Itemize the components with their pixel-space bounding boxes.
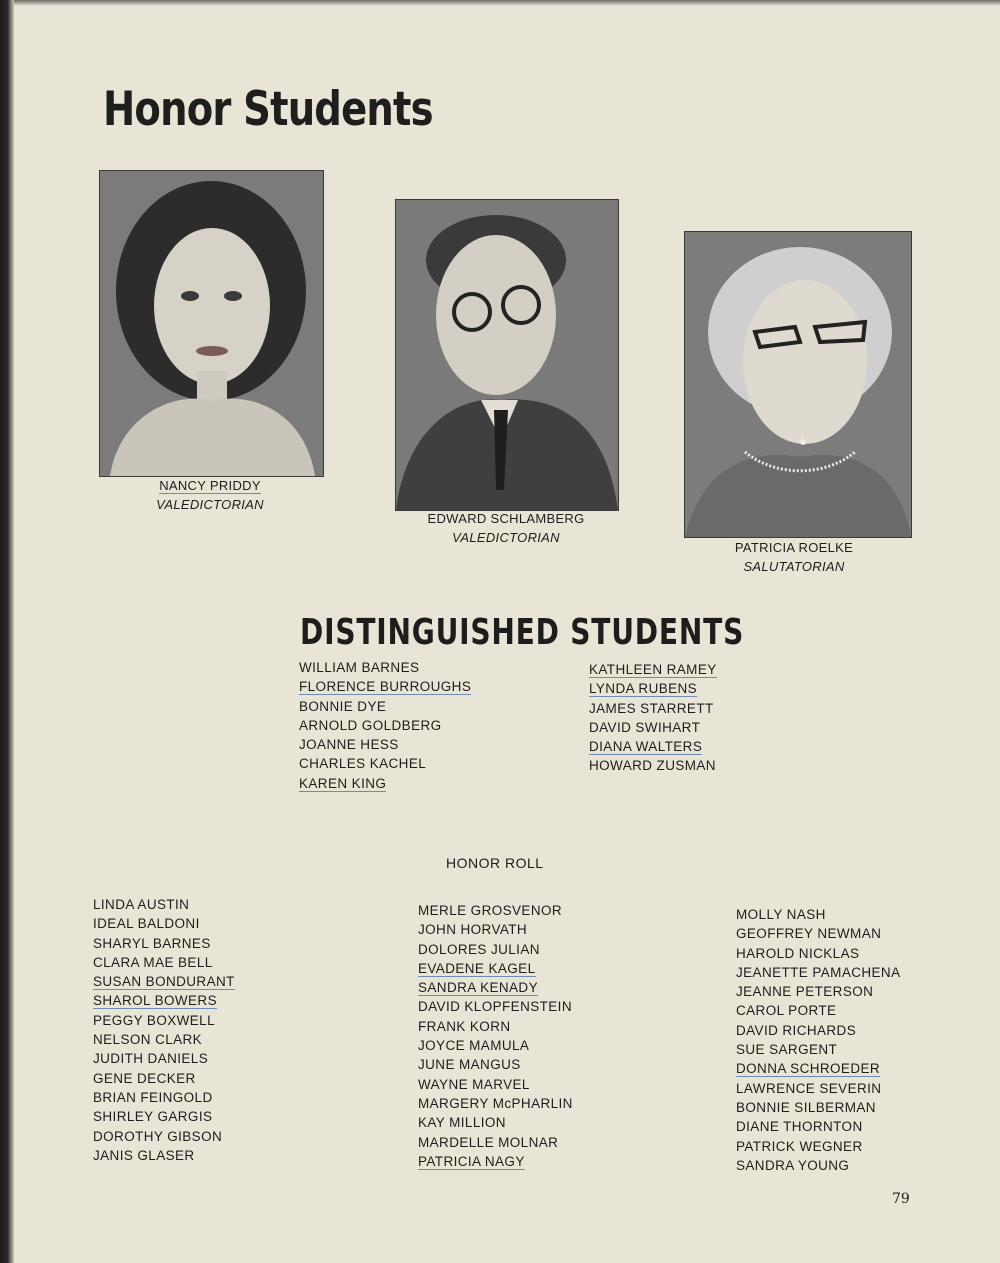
student-name: HAROLD NICKLAS [736,945,860,961]
student-name: DIANA WALTERS [589,739,703,755]
name-list-item [736,982,900,1001]
name-list-item [93,1030,235,1049]
name-list-item [589,679,717,698]
featured-role: SALUTATORIAN [743,559,845,574]
student-name: MARGERY McPHARLIN [418,1095,573,1111]
name-list-item [299,735,471,754]
portrait-photo-3 [684,231,912,538]
name-list-item [93,1088,235,1107]
honor-roll-column-1 [93,895,235,1165]
name-list-item [299,677,471,696]
student-name: DAVID KLOPFENSTEIN [418,999,572,1015]
name-list-item [299,774,471,793]
featured-caption-3 [694,538,894,576]
page-edge-shadow [14,0,1000,6]
name-list-item [418,1017,573,1036]
featured-role: VALEDICTORIAN [156,497,264,512]
student-name: CHARLES KACHEL [299,756,427,772]
name-list-item [736,1079,900,1098]
name-list-item [736,963,900,982]
student-name: CAROL PORTE [736,1003,837,1019]
name-list-item [589,718,717,737]
name-list-item [93,1049,235,1068]
student-name: SHIRLEY GARGIS [93,1109,213,1125]
name-list-item [299,716,471,735]
student-name: KAREN KING [299,775,387,791]
featured-caption-2 [406,509,606,547]
student-name: KAY MILLION [418,1115,506,1131]
student-name: JUDITH DANIELS [93,1051,209,1067]
name-list-item [418,1094,573,1113]
student-name: SHARYL BARNES [93,935,211,951]
student-name: DOLORES JULIAN [418,941,540,957]
name-list-item [93,934,235,953]
portrait-photo-1 [99,170,324,477]
honor-roll-heading: HONOR ROLL [446,855,544,871]
student-name: DIANE THORNTON [736,1119,863,1135]
featured-name: PATRICIA ROELKE [734,540,854,555]
student-name: PATRICIA NAGY [418,1153,525,1169]
student-name: KATHLEEN RAMEY [589,662,717,677]
name-list-item [589,737,717,756]
name-list-item [418,1152,573,1171]
featured-name: EDWARD SCHLAMBERG [427,511,585,526]
student-name: JEANNE PETERSON [736,984,874,1000]
student-name: WAYNE MARVEL [418,1076,530,1092]
name-list-item [418,1036,573,1055]
name-list-item [93,1146,235,1165]
name-list-item [418,1055,573,1074]
name-list-item [589,660,717,679]
name-list-item [736,905,900,924]
student-name: FRANK KORN [418,1018,511,1034]
name-list-item [736,1117,900,1136]
name-list-item [93,953,235,972]
name-list-item [93,914,235,933]
portrait-photo-2 [395,199,619,511]
student-name: DOROTHY GIBSON [93,1128,223,1144]
student-name: JANIS GLASER [93,1147,195,1163]
student-name: CLARA MAE BELL [93,954,213,970]
name-list-item [299,754,471,773]
name-list-item [418,978,573,997]
name-list-item [93,1011,235,1030]
page-title: Honor Students [103,82,433,137]
student-name: JUNE MANGUS [418,1057,521,1073]
featured-caption-1 [110,476,310,514]
distinguished-column-1 [299,658,471,793]
name-list-item [589,699,717,718]
name-list-item [299,697,471,716]
name-list-item [93,1127,235,1146]
student-name: FLORENCE BURROUGHS [299,679,472,695]
name-list-item [418,997,573,1016]
name-list-item [418,901,573,920]
student-name: DONNA SCHROEDER [736,1061,881,1077]
student-name: JOANNE HESS [299,737,399,753]
student-name: MARDELLE MOLNAR [418,1134,559,1150]
student-name: MOLLY NASH [736,907,826,922]
name-list-item [418,940,573,959]
name-list-item [736,1098,900,1117]
distinguished-column-2 [589,660,717,776]
name-list-item [736,924,900,943]
name-list-item [418,1113,573,1132]
student-name: EVADENE KAGEL [418,960,536,976]
featured-role: VALEDICTORIAN [452,530,560,545]
student-name: SUSAN BONDURANT [93,974,235,990]
name-list-item [418,1133,573,1152]
binding-spine [0,0,14,1263]
name-list-item [93,1107,235,1126]
student-name: NELSON CLARK [93,1032,203,1048]
name-list-item [93,1069,235,1088]
student-name: IDEAL BALDONI [93,916,200,932]
name-list-item [93,991,235,1010]
student-name: LYNDA RUBENS [589,681,698,697]
student-name: JOHN HORVATH [418,922,528,938]
student-name: LAWRENCE SEVERIN [736,1080,882,1096]
student-name: SANDRA YOUNG [736,1157,850,1173]
name-list-item [418,959,573,978]
name-list-item [299,658,471,677]
student-name: BONNIE SILBERMAN [736,1099,876,1115]
student-name: SANDRA KENADY [418,980,538,996]
name-list-item [93,972,235,991]
student-name: DAVID RICHARDS [736,1022,857,1038]
student-name: JOYCE MAMULA [418,1038,530,1054]
student-name: BRIAN FEINGOLD [93,1089,213,1105]
student-name: HOWARD ZUSMAN [589,758,716,774]
name-list-item [736,1021,900,1040]
name-list-item [736,1156,900,1175]
student-name: SUE SARGENT [736,1042,838,1058]
student-name: GENE DECKER [93,1070,196,1086]
honor-roll-column-2 [418,901,573,1171]
name-list-item [418,1075,573,1094]
name-list-item [589,756,717,775]
distinguished-heading: DISTINGUISHED STUDENTS [300,612,745,653]
student-name: JAMES STARRETT [589,700,714,716]
student-name: LINDA AUSTIN [93,897,190,912]
student-name: PEGGY BOXWELL [93,1012,215,1028]
page-number: 79 [892,1191,910,1207]
name-list-item [736,1137,900,1156]
student-name: GEOFFREY NEWMAN [736,926,882,942]
name-list-item [736,944,900,963]
student-name: ARNOLD GOLDBERG [299,717,442,733]
student-name: BONNIE DYE [299,698,387,714]
name-list-item [418,920,573,939]
name-list-item [736,1001,900,1020]
student-name: PATRICK WEGNER [736,1138,863,1154]
honor-roll-column-3 [736,905,900,1175]
student-name: DAVID SWIHART [589,719,701,735]
student-name: WILLIAM BARNES [299,660,420,675]
student-name: MERLE GROSVENOR [418,903,563,918]
name-list-item [736,1059,900,1078]
student-name: SHAROL BOWERS [93,993,217,1009]
name-list-item [736,1040,900,1059]
student-name: JEANETTE PAMACHENA [736,964,901,980]
featured-name: NANCY PRIDDY [159,478,261,493]
name-list-item [93,895,235,914]
